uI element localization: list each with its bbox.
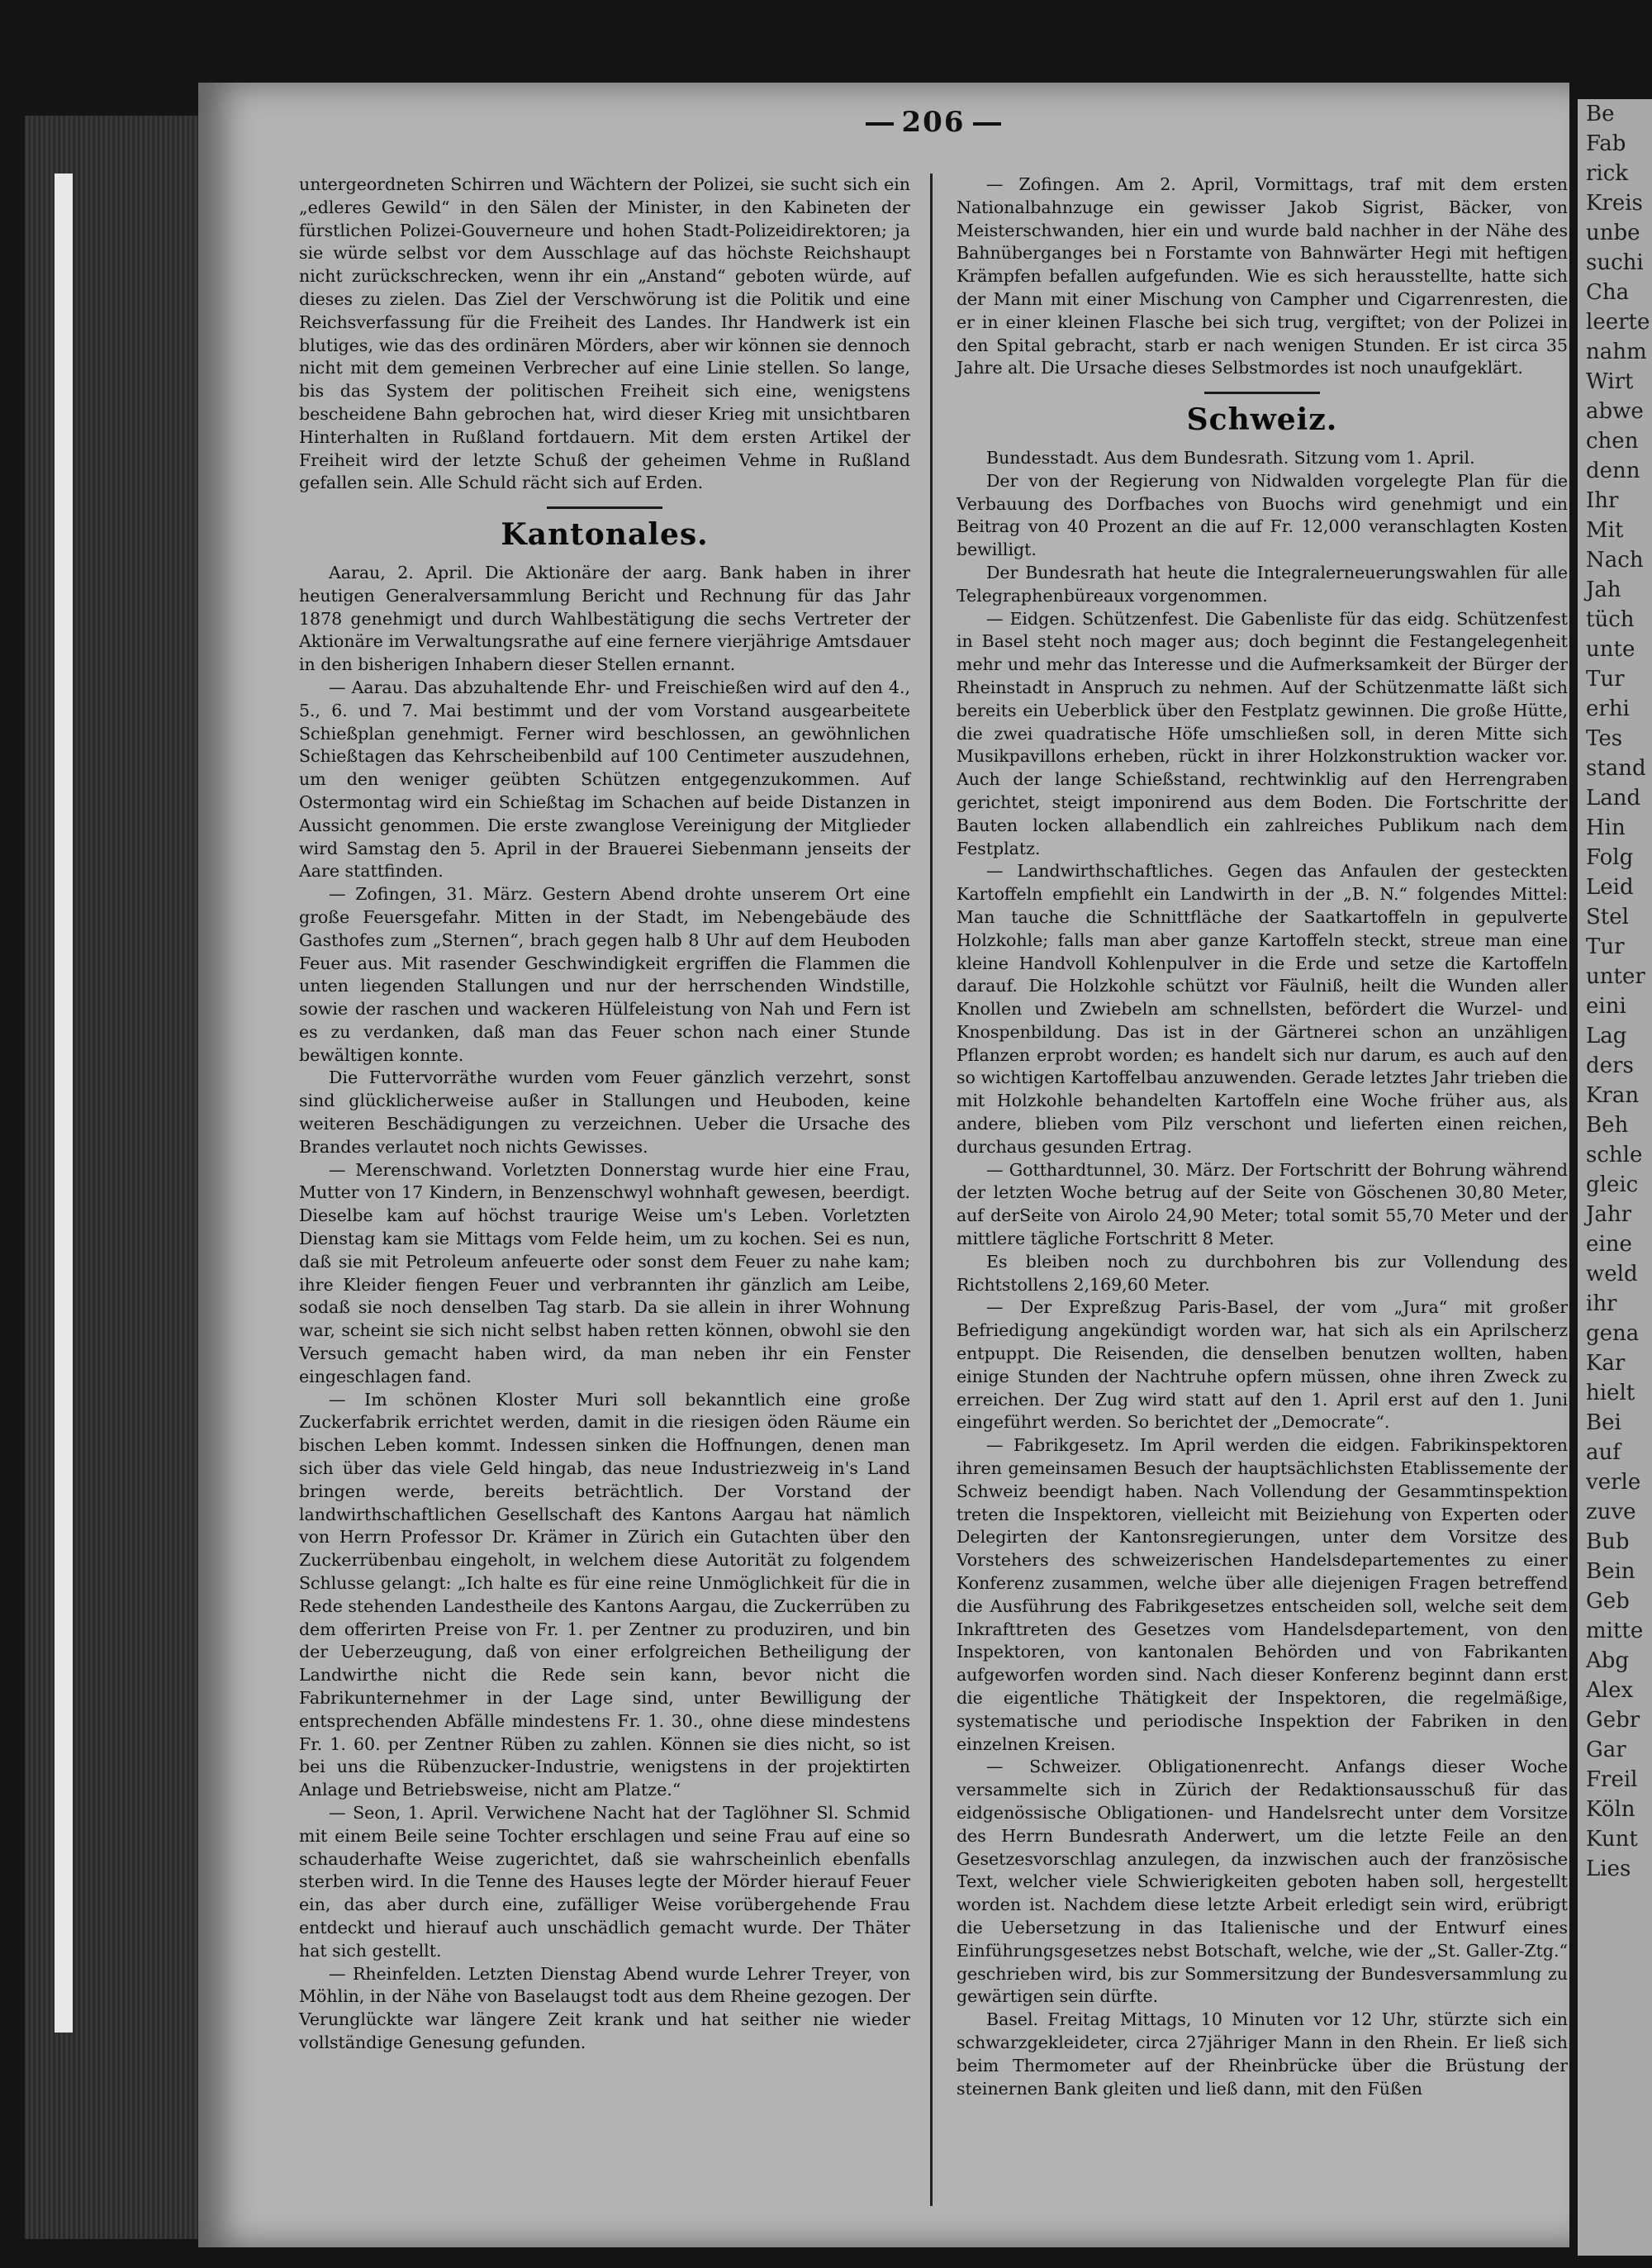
article-paragraph: — Schweizer. Obligationenrecht. Anfangs dieser Woche versammelte sich in Zürich der Redaktionsausschuß für das eidgenössische Obligationen- und Handelsrecht unter dem Vorsitze des Herrn Bundesrath Anderwert, um die letzte Feile an den Gesetzesvorschlag anzulegen, da inzwischen auch der französische Text, welcher viele Schwierigkeiten geboten haben soll, hergestellt worden ist. Nachdem diese letzte Arbeit erledigt sein wird, erübrigt die Uebersetzung in das Italienische und der Entwurf eines Einführungsgesetzes nebst Botschaft, welche, wie der „St. Galler-Ztg.“ geschrieben wird, bis zur Sommersitzung der Bundesversammlung zu gewärtigen sein dürfte. <box>957 1757 1568 2007</box>
adjacent-page-text: Leid <box>1586 875 1634 900</box>
adjacent-page-text: Folg <box>1586 845 1634 870</box>
article-paragraph: untergeordneten Schirren und Wächtern der Polizei, sie sucht sich ein „edleres Gewild“ in den Sälen der Minister, in den Kabineten der fürstlichen Polizei-Gouverneure und hohen Stadt-Polizeidirektoren; ja sie würde selbst vor dem Ausschlage auf das höchste Reichshaupt nicht zurückschrecken, wenn ihr ein „Anstand“ geboten würde, auf dieses zu zielen. Das Ziel der Verschwörung ist die Politik und eine Reichsverfassung für die Freiheit des Landes. Ihr Handwerk ist ein blutiges, wie das des ordinären Mörders, aber wir können sie dennoch nicht mit dem gemeinen Verbrecher auf eine Linie stellen. So lange, bis das System der politischen Freiheit sich eine, wenigstens bescheidene Bahn gebrochen hat, wird dieser Krieg mit unsichtbaren Hinterhalten in Rußland fortdauern. Mit dem ersten Artikel der Freiheit wird der letzte Schuß der geheimen Vehme in Rußland gefallen sein. Alle Schuld rächt sich auf Erden. <box>299 174 910 493</box>
adjacent-page-text: suchi <box>1586 250 1644 275</box>
adjacent-page-text: Köln <box>1586 1797 1635 1822</box>
adjacent-page-text: Bein <box>1586 1559 1635 1584</box>
section-heading-kantonales: Kantonales. <box>501 517 709 553</box>
adjacent-page-text: Land <box>1586 786 1641 811</box>
book-edge <box>25 116 215 2239</box>
article-paragraph: — Gotthardtunnel, 30. März. Der Fortschritt der Bohrung während der letzten Woche betrug auf der Seite von Göschenen 30,80 Meter, auf derSeite von Airolo 24,90 Meter; total somit 55,70 Meter und der mittlere tägliche Fortschritt 8 Meter. <box>957 1159 1568 1249</box>
adjacent-page-text: Geb <box>1586 1589 1630 1614</box>
adjacent-page-text: Abg <box>1586 1648 1630 1673</box>
article-paragraph: — Zofingen. Am 2. April, Vormittags, traf mit dem ersten Nationalbahnzuge ein gewisser Jakob Sigrist, Bäcker, von Meisterschwanden, hier ein und wurde bald nachher in der Nähe des Bahnüberganges bei n Forstamte von Bahnwärter Hegi mit heftigen Krämpfen befallen aufgefunden. Wie es sich herausstellte, hatte sich der Mann mit einer Mischung von Campher und Cigarrenresten, die er in einer kleinen Flasche bei sich trug, vergiftet; von der Polizei in den Spital gebracht, starb er nach wenigen Stunden. Er ist circa 35 Jahre alt. Die Ursache dieses Selbstmordes ist noch unaufgeklärt. <box>957 174 1568 378</box>
adjacent-page-text: Kran <box>1586 1083 1640 1108</box>
adjacent-page-text: ders <box>1586 1053 1634 1078</box>
adjacent-page-text: stand <box>1586 756 1646 781</box>
adjacent-page-text: Kreis <box>1586 191 1643 216</box>
adjacent-page-text: Nach <box>1586 548 1644 573</box>
section-divider <box>547 506 662 509</box>
adjacent-page-text: Cha <box>1586 280 1630 305</box>
adjacent-page-text: Jahr <box>1586 1202 1632 1227</box>
adjacent-page-text: rick <box>1586 161 1629 186</box>
article-paragraph: — Im schönen Kloster Muri soll bekanntlich eine große Zuckerfabrik errichtet werden, damit in die riesigen öden Räume ein bischen Leben kommt. Indessen sinken die Hoffnungen, denen man sich über das viele Geld hingab, das neue Industriezweig in's Land bringen werde, bereits beträchtlich. Der Vorstand der landwirthschaftlichen Gesellschaft des Kantons Aargau hat nämlich von Herrn Professor Dr. Krämer in Zürich ein Gutachten über den Zuckerrübenbau eingeholt, in welchem diese Autorität zu folgendem Schlusse gelangt: „Ich halte es für eine reine Unmöglichkeit für die in Rede stehenden Landestheile des Kantons Aargau, die Zuckerrüben zu dem offerirten Preise von Fr. 1. per Zentner zu produziren, und bin der Ueberzeugung, daß von einer erfolgreichen Betheiligung der Landwirthe nicht die Rede sein kann, bevor nicht die Fabrikunternehmer in der Lage sind, unter Bewilligung der entsprechenden Abfälle mindestens Fr. 1. 30., ohne diese mindestens Fr. 1. 60. per Zentner Rüben zu zahlen. Können sie dies nicht, so ist bei uns die Rübenzucker-Industrie, wenigstens in der projektirten Anlage und Betriebsweise, nicht am Platze.“ <box>299 1389 910 1800</box>
adjacent-page-text: Tes <box>1586 726 1623 751</box>
adjacent-page-text: Tur <box>1586 667 1625 692</box>
adjacent-page-text: Ihr <box>1586 488 1619 513</box>
adjacent-page-text: gleic <box>1586 1172 1639 1197</box>
article-paragraph: Der von der Regierung von Nidwalden vorgelegte Plan für die Verbauung des Dorfbaches von Buochs wird genehmigt und ein Beitrag von 40 Prozent an die auf Fr. 12,000 veranschlagten Kosten bewilligt. <box>957 470 1568 560</box>
adjacent-page-text: unbe <box>1586 221 1640 245</box>
column-divider <box>930 174 933 2206</box>
adjacent-page-fragment <box>1578 99 1652 2256</box>
article-paragraph: — Zofingen, 31. März. Gestern Abend drohte unserem Ort eine große Feuersgefahr. Mitten in der Stadt, im Nebengebäude des Gasthofes zum „Sternen“, brach gegen halb 8 Uhr auf dem Heuboden Feuer aus. Mit rasender Geschwindigkeit ergriffen die Flammen die unten liegenden Stallungen und nur der herrschenden Windstille, sowie der raschen und wackeren Hülfeleistung von Nah und Fern ist es zu verdanken, daß man das Feuer schon nach einer Stunde bewältigen konnte. <box>299 884 910 1065</box>
adjacent-page-text: verle <box>1586 1470 1641 1495</box>
adjacent-page-text: Beh <box>1586 1113 1629 1138</box>
adjacent-page-text: erhi <box>1586 697 1630 721</box>
book-edge-highlight <box>55 174 73 2033</box>
page-number: 206 <box>851 106 1016 139</box>
article-paragraph: Der Bundesrath hat heute die Integralerneuerungswahlen für alle Telegraphenbüreaux vorgenommen. <box>957 562 1568 606</box>
adjacent-page-text: Fab <box>1586 131 1626 156</box>
adjacent-page-text: gena <box>1586 1321 1640 1346</box>
adjacent-page-text: Bei <box>1586 1410 1621 1435</box>
adjacent-page-text: zuve <box>1586 1500 1636 1524</box>
adjacent-page-text: Lag <box>1586 1024 1627 1048</box>
adjacent-page-text: schle <box>1586 1143 1643 1167</box>
adjacent-page-text: auf <box>1586 1440 1621 1465</box>
adjacent-page-text: denn <box>1586 459 1640 483</box>
adjacent-page-text: Gebr <box>1586 1708 1640 1733</box>
adjacent-page-text: Wirt <box>1586 369 1634 394</box>
article-paragraph: — Eidgen. Schützenfest. Die Gabenliste für das eidg. Schützenfest in Basel steht noch mager aus; doch beginnt die Festangelegenheit mehr und mehr das Interesse und die Aufmerksamkeit der Bürger der Rheinstadt in Anspruch zu nehmen. Auf der Schützenmatte läßt sich bereits ein Ueberblick über den Festplatz gewinnen. Die große Hütte, die zwei quadratische Höfe umschließen soll, in deren Mitte sich Musikpavillons erheben, rückt in ihrer Holzkonstruktion wacker vor. Auch der lange Schießstand, rechtwinklig auf den Herrengraben gerichtet, steigt imponirend aus dem Boden. Die Fortschritte der Bauten locken allabendlich ein zahlreiches Publikum nach dem Festplatz. <box>957 608 1568 858</box>
adjacent-page-text: nahm <box>1586 340 1647 364</box>
adjacent-page-text: Kunt <box>1586 1827 1638 1852</box>
adjacent-page-text: Hin <box>1586 815 1626 840</box>
adjacent-page-text: eine <box>1586 1232 1632 1257</box>
article-paragraph: — Seon, 1. April. Verwichene Nacht hat der Taglöhner Sl. Schmid mit einem Beile seine Tochter erschlagen und seine Frau auf eine so schauderhafte Weise zugerichtet, daß sie wahrscheinlich ebenfalls sterben wird. In die Tenne des Hauses legte der Mörder hierauf Feuer ein, das aber durch eine, zufälliger Weise vorübergehende Frau entdeckt und hierauf auch unschädlich gemacht wurde. Der Thäter hat sich gestellt. <box>299 1802 910 1961</box>
adjacent-page-text: Gar <box>1586 1738 1626 1762</box>
adjacent-page-text: weld <box>1586 1262 1638 1286</box>
article-paragraph: Bundesstadt. Aus dem Bundesrath. Sitzung vom 1. April. <box>986 447 1475 468</box>
adjacent-page-text: hielt <box>1586 1381 1635 1405</box>
adjacent-page-text: Jah <box>1586 578 1621 602</box>
adjacent-page-text: chen <box>1586 429 1639 454</box>
article-paragraph: — Der Expreßzug Paris-Basel, der vom „Jura“ mit großer Befriedigung angekündigt worden war, hat sich als ein Aprilscherz entpuppt. Die Reisenden, die denselben benutzen wollten, haben einige Stunden der Nachtruhe opfern müssen, ohne ihren Zweck zu erreichen. Der Zug wird statt auf den 1. April erst auf den 1. Juni eingeführt werden. So berichtet der „Democrate“. <box>957 1297 1568 1433</box>
adjacent-page-text: eini <box>1586 994 1626 1019</box>
section-divider <box>1204 392 1320 394</box>
article-paragraph: Aarau, 2. April. Die Aktionäre der aarg. Bank haben in ihrer heutigen Generalversammlung Bericht und Rechnung für das Jahr 1878 genehmigt und durch Wahlbestätigung die sechs Vertreter der Aktionäre im Verwaltungsrathe auf eine fernere vierjährige Amtsdauer in den bisherigen Inhabern dieser Stellen ernannt. <box>299 562 910 675</box>
section-heading-schweiz: Schweiz. <box>1186 402 1338 438</box>
article-paragraph: Basel. Freitag Mittags, 10 Minuten vor 12 Uhr, stürzte sich ein schwarzgekleideter, circa 27jähriger Mann in den Rhein. Er ließ sich beim Thermometer auf der Rheinbrücke über die Brüstung der steinernen Bank gleiten und ließ dann, mit den Füßen <box>957 2009 1568 2099</box>
adjacent-page-text: mitte <box>1586 1619 1644 1643</box>
adjacent-page-text: ihr <box>1586 1291 1617 1316</box>
article-paragraph: — Aarau. Das abzuhaltende Ehr- und Freischießen wird auf den 4., 5., 6. und 7. Mai bestimmt und der vom Vorstand ausgearbeitete Schießplan genehmigt. Ferner wird beschlossen, an gewöhnlichen Schießtagen das Kehrscheibenbild auf 100 Centimeter auszudehnen, um den weniger geübten Schützen entgegenzukommen. Auf Ostermontag wird ein Schießtag im Schachen auf beide Distanzen in Aussicht genommen. Die erste zwanglose Vereinigung der Mitglieder wird Samstag den 5. April in der Brauerei Siebenmann jenseits der Aare stattfinden. <box>299 677 910 882</box>
article-paragraph: — Fabrikgesetz. Im April werden die eidgen. Fabrikinspektoren ihren gemeinsamen Besuch der hauptsächlichsten Etablissemente der Schweiz beendigt haben. Nach Vollendung der Gesammtinspektion treten die Inspektoren, vielleicht mit Beiziehung von Experten oder Delegirten der Kantonsregierungen, unter dem Vorsitze des Vorstehers des schweizerischen Handelsdepartementes zu einer Konferenz zusammen, welche über alle diejenigen Fragen betreffend die Ausführung des Fabrikgesetzes entscheiden soll, welche seit dem Inkrafttreten des Gesetzes vom Handelsdepartement, von den Inspektoren, von kantonalen Behörden und von Fabrikanten aufgeworfen worden sind. Nach dieser Konferenz beginnt dann erst die eigentliche Thätigkeit der Inspektoren, die regelmäßige, systematische und periodische Inspektion der Fabriken in den einzelnen Kreisen. <box>957 1435 1568 1754</box>
left-column <box>299 174 910 2055</box>
adjacent-page-text: Be <box>1586 102 1615 126</box>
right-column <box>957 174 1568 2100</box>
adjacent-page-text: Lies <box>1586 1857 1631 1881</box>
article-paragraph: Die Futtervorräthe wurden vom Feuer gänzlich verzehrt, sonst sind glücklicherweise außer in Stallungen und Heuboden, keine weiteren Beschädigungen zu verzeichnen. Ueber die Ursache des Brandes verlautet noch nichts Gewisses. <box>299 1067 910 1157</box>
adjacent-page-text: Stel <box>1586 905 1629 930</box>
adjacent-page-text: tüch <box>1586 607 1635 632</box>
adjacent-page-text: leerte <box>1586 310 1650 335</box>
adjacent-page-text: unte <box>1586 637 1635 662</box>
adjacent-page-text: Tur <box>1586 934 1625 959</box>
adjacent-page-text: Alex <box>1586 1678 1634 1703</box>
adjacent-page-text: abwe <box>1586 399 1644 424</box>
adjacent-page-text: Freil <box>1586 1767 1638 1792</box>
adjacent-page-text: Kar <box>1586 1351 1626 1376</box>
adjacent-page-text: unter <box>1586 964 1645 989</box>
adjacent-page-text: Bub <box>1586 1529 1630 1554</box>
article-paragraph: — Merenschwand. Vorletzten Donnerstag wurde hier eine Frau, Mutter von 17 Kindern, in Benzenschwyl wohnhaft gewesen, beerdigt. Dieselbe kam auf höchst traurige Weise um's Leben. Vorletzten Dienstag kam sie Mittags vom Felde heim, um zu kochen. Sei es nun, daß sie mit Petroleum anfeuerte oder sonst dem Feuer zu nahe kam; ihre Kleider fiengen Feuer und verbrannten ihr gänzlich am Leibe, sodaß sie noch denselben Tag starb. Da sie allein in ihrer Wohnung war, scheint sie sich nicht selbst haben retten können, obwohl sie den Versuch gemacht haben wird, da man neben ihr ein Fenster eingeschlagen fand. <box>299 1159 910 1386</box>
adjacent-page-text: Mit <box>1586 518 1624 543</box>
article-paragraph: — Landwirthschaftliches. Gegen das Anfaulen der gesteckten Kartoffeln empfiehlt ein Landwirth in der „B. N.“ folgendes Mittel: Man tauche die Schnittfläche der Saatkartoffeln in gepulverte Holzkohle; falls man aber ganze Kartoffeln steckt, streue man eine kleine Handvoll Kohlenpulver in die Erde und setze die Kartoffeln darauf. Die Holzkohle schützt vor Fäulniß, heilt die Wunden aller Knollen und Zwiebeln am schnellsten, befördert die Wurzel- und Knospenbildung. Das ist in der Gärtnerei schon an unzähligen Pflanzen erprobt worden; es handelt sich nur darum, es auch auf den so wichtigen Kartoffelbau anzuwenden. Gerade letztes Jahr trieben die mit Holzkohle behandelten Kartoffeln eine Woche früher aus, als andere, blieben vom Pilz verschont und lieferten einen reichen, durchaus gesunden Ertrag. <box>957 861 1568 1157</box>
article-paragraph: — Rheinfelden. Letzten Dienstag Abend wurde Lehrer Treyer, von Möhlin, in der Nähe von Baselaugst todt aus dem Rheine gezogen. Der Verunglückte war längere Zeit krank und hat seither nie wieder vollständige Genesung gefunden. <box>299 1963 910 2052</box>
article-paragraph: Es bleiben noch zu durchbohren bis zur Vollendung des Richtstollens 2,169,60 Meter. <box>957 1251 1568 1295</box>
